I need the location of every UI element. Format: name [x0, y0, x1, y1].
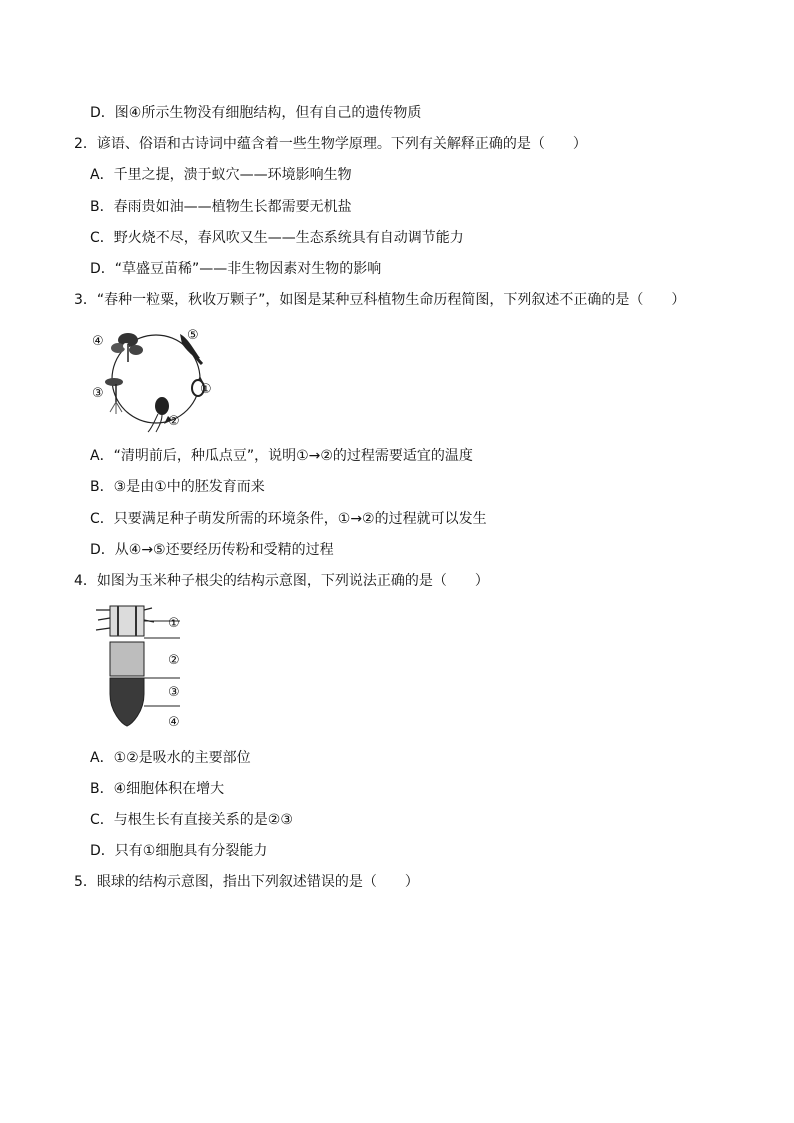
q5-stem: 5．眼球的结构示意图，指出下列叙述错误的是（ ）: [74, 874, 419, 890]
q3-option-c: C．只要满足种子萌发所需的环境条件，①→②的过程就可以发生: [90, 511, 487, 527]
q3-stem: 3．“春种一粒粟，秋收万颗子”，如图是某种豆科植物生命历程简图，下列叙述不正确的是（ ）: [74, 292, 686, 308]
figure-label-4: ④: [92, 334, 104, 349]
q4-option-d: D．只有①细胞具有分裂能力: [90, 843, 268, 859]
q1-option-d: D．图④所示生物没有细胞结构，但有自己的遗传物质: [90, 105, 422, 121]
q4-option-b: B．④细胞体积在增大: [90, 781, 225, 797]
figure-label-1: ①: [200, 382, 212, 397]
q4-root-tip-figure: [92, 602, 202, 732]
q4-stem: 4．如图为玉米种子根尖的结构示意图，下列说法正确的是（ ）: [74, 573, 489, 589]
q3-option-a: A．“清明前后，种瓜点豆”，说明①→②的过程需要适宜的温度: [90, 448, 473, 464]
q2-option-d: D．“草盛豆苗稀”——非生物因素对生物的影响: [90, 261, 382, 277]
figure-label-2: ②: [168, 414, 180, 429]
q2-option-c: C．野火烧不尽，春风吹又生——生态系统具有自动调节能力: [90, 230, 464, 246]
q3-option-d: D．从④→⑤还要经历传粉和受精的过程: [90, 542, 334, 558]
q4-option-c: C．与根生长有直接关系的是②③: [90, 812, 293, 828]
figure-label-2: ②: [168, 653, 180, 668]
figure-label-4: ④: [168, 715, 180, 730]
figure-label-3: ③: [92, 386, 104, 401]
q3-option-b: B．③是由①中的胚发育而来: [90, 479, 265, 495]
figure-label-3: ③: [168, 685, 180, 700]
germinating-seed-icon: [148, 397, 169, 432]
figure-label-1: ①: [168, 616, 180, 631]
q2-option-b: B．春雨贵如油——植物生长都需要无机盐: [90, 199, 352, 215]
flowering-plant-icon: [111, 333, 143, 362]
q2-option-a: A．千里之提，溃于蚁穴——环境影响生物: [90, 167, 352, 183]
q3-plant-lifecycle-figure: [88, 324, 228, 434]
root-cap: [110, 678, 144, 726]
seedling-icon: [105, 378, 123, 414]
q4-option-a: A．①②是吸水的主要部位: [90, 750, 251, 766]
q2-stem: 2．谚语、俗语和古诗词中蕴含着一些生物学原理。下列有关解释正确的是（ ）: [74, 136, 587, 152]
elongation-zone: [110, 642, 144, 676]
figure-label-5: ⑤: [187, 328, 199, 343]
